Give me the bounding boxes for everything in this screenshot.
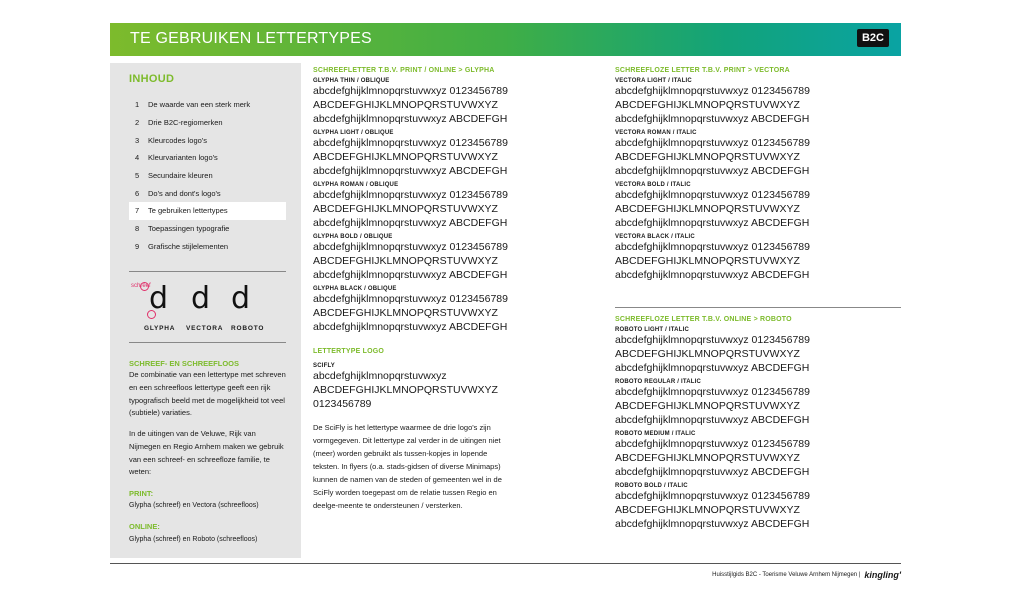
sample-digits: 0123456789 xyxy=(313,398,372,410)
sample-mixed: abcdefghijklmnopqrstuvwxyz ABCDEFGH xyxy=(313,217,508,229)
sample-lowercase: abcdefghijklmnopqrstuvwxyz 0123456789 xyxy=(615,85,810,97)
intro-paragraph: De combinatie van een lettertype met schreven en een schreefloos lettertype geeft een rijk typografisch beeld met de mogelijkheid tot veel (subtiele) variaties. xyxy=(129,370,286,418)
sample-uppercase: ABCDEFGHIJKLMNOPQRSTUVWXYZ xyxy=(615,348,800,360)
section-heading: SCHREEF- EN SCHREEFLOOS xyxy=(129,359,240,368)
sample-uppercase: ABCDEFGHIJKLMNOPQRSTUVWXYZ xyxy=(615,99,800,111)
font-label: GLYPHA THIN / OBLIQUE xyxy=(313,78,390,84)
sidebar xyxy=(110,63,301,558)
sample-lowercase: abcdefghijklmnopqrstuvwxyz 0123456789 xyxy=(313,137,508,149)
glypha-d: d xyxy=(149,281,169,316)
logo-font-sample xyxy=(313,363,603,411)
font-sample xyxy=(615,431,905,479)
glypha-heading: SCHREEFLETTER T.B.V. PRINT / ONLINE > GLYPHA xyxy=(313,67,495,74)
font-label: VECTORA BOLD / ITALIC xyxy=(615,182,691,188)
sample-lowercase: abcdefghijklmnopqrstuvwxyz 0123456789 xyxy=(313,293,508,305)
font-sample xyxy=(615,182,905,230)
sample-uppercase: ABCDEFGHIJKLMNOPQRSTUVWXYZ xyxy=(313,255,498,267)
page-title: TE GEBRUIKEN LETTERTYPES xyxy=(130,30,372,47)
print-text: Glypha (schreef) en Vectora (schreefloos) xyxy=(129,502,259,509)
sample-uppercase: ABCDEFGHIJKLMNOPQRSTUVWXYZ xyxy=(615,400,800,412)
font-label: GLYPHA LIGHT / OBLIQUE xyxy=(313,130,394,136)
toc-item-4[interactable]: 4 Kleurvarianten logo's xyxy=(135,153,218,163)
sample-lowercase: abcdefghijklmnopqrstuvwxyz 0123456789 xyxy=(615,438,810,450)
toc-item-2[interactable]: 2 Drie B2C-regiomerken xyxy=(135,118,223,128)
font-label: VECTORA BLACK / ITALIC xyxy=(615,234,695,240)
header-bar xyxy=(110,23,901,56)
sample-lowercase: abcdefghijklmnopqrstuvwxyz xyxy=(313,370,447,382)
toc-item-3[interactable]: 3 Kleurcodes logo's xyxy=(135,135,207,145)
font-label: GLYPHA BLACK / OBLIQUE xyxy=(313,286,397,292)
roboto-column xyxy=(615,316,905,531)
glypha-column xyxy=(313,67,603,512)
sample-mixed: abcdefghijklmnopqrstuvwxyz ABCDEFGH xyxy=(313,113,508,125)
glypha-label: GLYPHA xyxy=(144,325,176,332)
roboto-label: ROBOTO xyxy=(231,325,265,332)
sample-lowercase: abcdefghijklmnopqrstuvwxyz 0123456789 xyxy=(615,137,810,149)
sample-lowercase: abcdefghijklmnopqrstuvwxyz 0123456789 xyxy=(313,189,508,201)
font-sample xyxy=(313,182,603,230)
font-label: SCIFLY xyxy=(313,363,335,369)
sample-lowercase: abcdefghijklmnopqrstuvwxyz 0123456789 xyxy=(615,189,810,201)
sample-uppercase: ABCDEFGHIJKLMNOPQRSTUVWXYZ xyxy=(313,307,498,319)
font-label: VECTORA ROMAN / ITALIC xyxy=(615,130,697,136)
families-paragraph: In de uitingen van de Veluwe, Rijk van Nijmegen en Regio Arnhem maken we gebruik van een schreef- en schreefloze familie, te weten: xyxy=(129,429,284,477)
font-sample xyxy=(615,130,905,178)
online-text: Glypha (schreef) en Roboto (schreefloos) xyxy=(129,536,258,543)
font-sample xyxy=(313,234,603,282)
font-label: GLYPHA BOLD / OBLIQUE xyxy=(313,234,393,240)
footer-text: Huisstijlgids B2C - Toerisme Veluwe Arnhem Nijmegen | xyxy=(712,572,861,578)
sample-mixed: abcdefghijklmnopqrstuvwxyz ABCDEFGH xyxy=(615,414,810,426)
font-sample xyxy=(313,130,603,178)
sample-mixed: abcdefghijklmnopqrstuvwxyz ABCDEFGH xyxy=(615,165,810,177)
sample-lowercase: abcdefghijklmnopqrstuvwxyz 0123456789 xyxy=(615,490,810,502)
font-sample xyxy=(615,379,905,427)
sample-uppercase: ABCDEFGHIJKLMNOPQRSTUVWXYZ xyxy=(313,203,498,215)
toc-item-1[interactable]: 1 De waarde van een sterk merk xyxy=(135,100,251,110)
toc-item-9[interactable]: 9 Grafische stijlelementen xyxy=(135,241,229,251)
sample-lowercase: abcdefghijklmnopqrstuvwxyz 0123456789 xyxy=(615,386,810,398)
font-sample xyxy=(313,78,603,126)
font-label: ROBOTO LIGHT / ITALIC xyxy=(615,327,689,333)
toc-title: INHOUD xyxy=(129,73,175,85)
sample-uppercase: ABCDEFGHIJKLMNOPQRSTUVWXYZ xyxy=(313,384,498,396)
font-label: GLYPHA ROMAN / OBLIQUE xyxy=(313,182,399,188)
serif-marker-top xyxy=(140,282,149,291)
logo-font-heading: LETTERTYPE LOGO xyxy=(313,348,385,355)
sample-mixed: abcdefghijklmnopqrstuvwxyz ABCDEFGH xyxy=(615,269,810,281)
section-divider xyxy=(615,307,901,308)
sample-uppercase: ABCDEFGHIJKLMNOPQRSTUVWXYZ xyxy=(615,255,800,267)
sample-lowercase: abcdefghijklmnopqrstuvwxyz 0123456789 xyxy=(615,334,810,346)
vectora-d: d xyxy=(191,281,211,316)
sample-uppercase: ABCDEFGHIJKLMNOPQRSTUVWXYZ xyxy=(615,151,800,163)
sample-mixed: abcdefghijklmnopqrstuvwxyz ABCDEFGH xyxy=(313,321,508,333)
sample-mixed: abcdefghijklmnopqrstuvwxyz ABCDEFGH xyxy=(313,165,508,177)
sample-mixed: abcdefghijklmnopqrstuvwxyz ABCDEFGH xyxy=(615,217,810,229)
toc-item-7-active[interactable]: 7 Te gebruiken lettertypes xyxy=(129,202,286,220)
sample-uppercase: ABCDEFGHIJKLMNOPQRSTUVWXYZ xyxy=(313,99,498,111)
vectora-label: VECTORA xyxy=(186,325,224,332)
sample-uppercase: ABCDEFGHIJKLMNOPQRSTUVWXYZ xyxy=(615,203,800,215)
sample-lowercase: abcdefghijklmnopqrstuvwxyz 0123456789 xyxy=(313,241,508,253)
sample-mixed: abcdefghijklmnopqrstuvwxyz ABCDEFGH xyxy=(313,269,508,281)
font-sample xyxy=(615,234,905,282)
sample-uppercase: ABCDEFGHIJKLMNOPQRSTUVWXYZ xyxy=(615,452,800,464)
serif-demo xyxy=(129,281,286,339)
b2c-badge: B2C xyxy=(857,29,889,47)
divider xyxy=(129,271,286,272)
toc-item-6[interactable]: 6 Do's and dont's logo's xyxy=(135,188,221,198)
scifly-paragraph: De SciFly is het lettertype waarmee de drie logo's zijn vormgegeven. Dit lettertype zal verder in de uitingen niet (meer) worden gebruikt als tussen-kopjes in lopende teksten. In flyers (o.a. stads-gidsen of diverse Minimaps) kunnen de namen van de steden of gemeenten wel in de SciFly worden toegepast om de relatie tussen Regio en deelge-meente te ondersteunen / versterken. xyxy=(313,423,502,510)
toc-item-5[interactable]: 5 Secundaire kleuren xyxy=(135,171,213,181)
sample-mixed: abcdefghijklmnopqrstuvwxyz ABCDEFGH xyxy=(615,113,810,125)
schreef-tag: schreef xyxy=(131,283,151,289)
vectora-column xyxy=(615,67,905,282)
sample-lowercase: abcdefghijklmnopqrstuvwxyz 0123456789 xyxy=(615,241,810,253)
font-sample xyxy=(615,78,905,126)
divider xyxy=(129,342,286,343)
footer-line xyxy=(110,563,901,564)
sample-uppercase: ABCDEFGHIJKLMNOPQRSTUVWXYZ xyxy=(313,151,498,163)
online-heading: ONLINE: xyxy=(129,522,160,531)
print-heading: PRINT: xyxy=(129,489,154,498)
sample-mixed: abcdefghijklmnopqrstuvwxyz ABCDEFGH xyxy=(615,466,810,478)
sample-mixed: abcdefghijklmnopqrstuvwxyz ABCDEFGH xyxy=(615,362,810,374)
font-label: VECTORA LIGHT / ITALIC xyxy=(615,78,692,84)
toc-item-8[interactable]: 8 Toepassingen typografie xyxy=(135,224,230,234)
sample-lowercase: abcdefghijklmnopqrstuvwxyz 0123456789 xyxy=(313,85,508,97)
sample-uppercase: ABCDEFGHIJKLMNOPQRSTUVWXYZ xyxy=(615,504,800,516)
roboto-d: d xyxy=(231,281,251,316)
sample-mixed: abcdefghijklmnopqrstuvwxyz ABCDEFGH xyxy=(615,518,810,530)
font-label: ROBOTO MEDIUM / ITALIC xyxy=(615,431,696,437)
font-sample xyxy=(615,483,905,531)
toc-list xyxy=(129,96,286,255)
font-label: ROBOTO BOLD / ITALIC xyxy=(615,483,688,489)
font-sample xyxy=(313,286,603,334)
kingling-logo: kingling' xyxy=(864,570,901,580)
vectora-heading: SCHREEFLOZE LETTER T.B.V. PRINT > VECTORA xyxy=(615,67,790,74)
font-label: ROBOTO REGULAR / ITALIC xyxy=(615,379,702,385)
font-sample xyxy=(615,327,905,375)
roboto-heading: SCHREEFLOZE LETTER T.B.V. ONLINE > ROBOTO xyxy=(615,316,792,323)
footer xyxy=(712,570,901,580)
